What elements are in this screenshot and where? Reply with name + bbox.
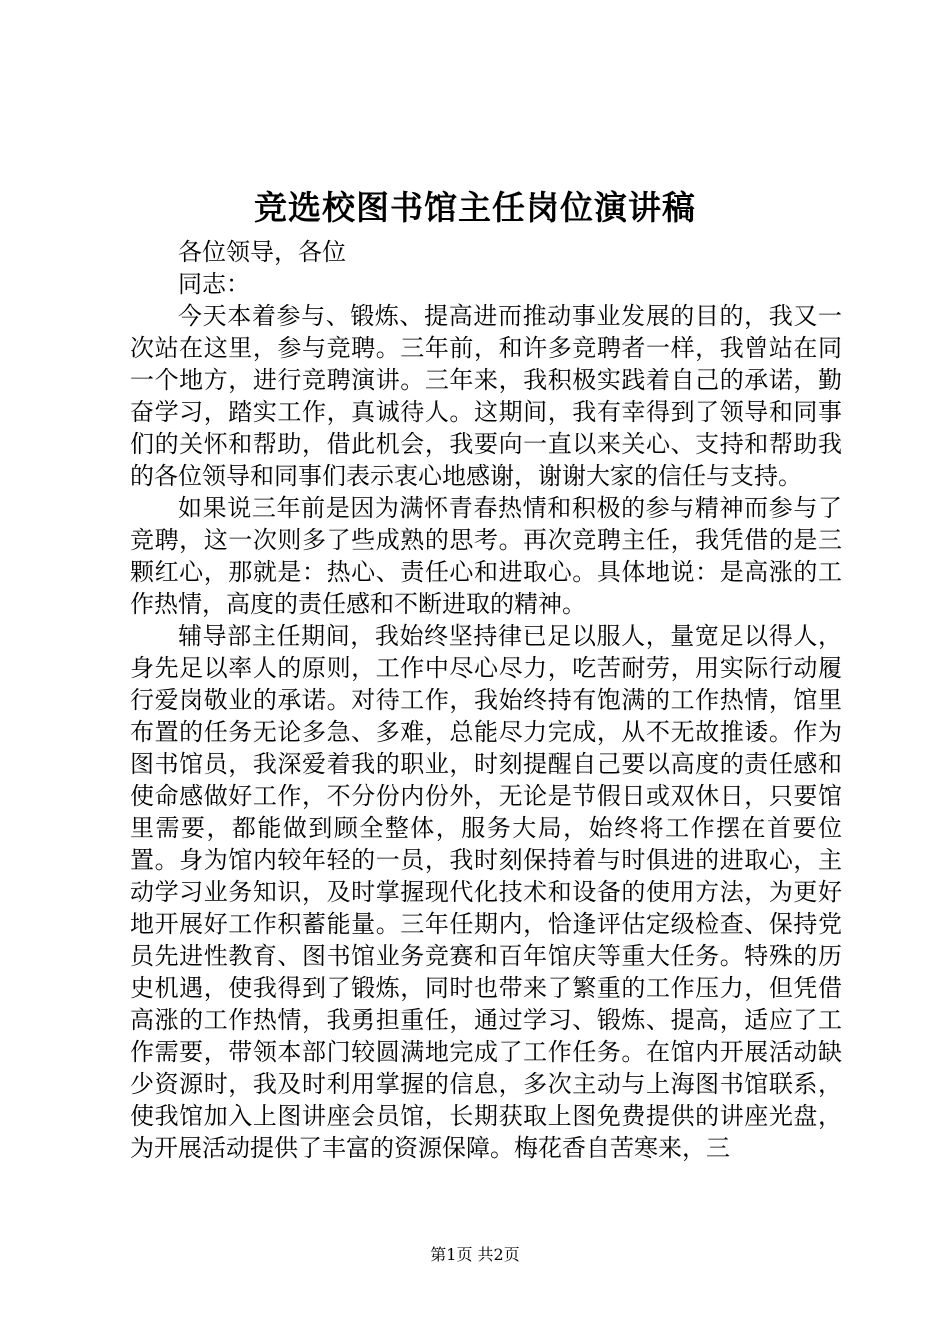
document-title: 竞选校图书馆主任岗位演讲稿 — [254, 188, 696, 227]
salutation-line: 同志： — [178, 270, 250, 298]
body-paragraph: 今天本着参与、锻炼、提高进而推动事业发展的目的，我又一次站在这里，参与竞聘。三年前，和许多竞聘者一样，我曾站在同一个地方，进行竞聘演讲。三年来，我积极实践着自己的承诺，勤奋学习，踏实工作，真诚待人。这期间，我有幸得到了领导和同事们的关怀和帮助，借此机会，我要向一直以来关心、支持和帮助我的各位领导和同事们表示衷心地感谢，谢谢大家的信任与支持。 — [130, 302, 842, 490]
salutation-line: 各位领导，各位 — [178, 238, 346, 266]
body-paragraph: 如果说三年前是因为满怀青春热情和积极的参与精神而参与了竞聘，这一次则多了些成熟的思考。再次竞聘主任，我凭借的是三颗红心，那就是：热心、责任心和进取心。具体地说：是高涨的工作热情，高度的责任感和不断进取的精神。 — [130, 494, 842, 618]
document-body — [130, 236, 842, 1164]
body-paragraph: 辅导部主任期间，我始终坚持律已足以服人，量宽足以得人，身先足以率人的原则，工作中尽心尽力，吃苦耐劳，用实际行动履行爱岗敬业的承诺。对待工作，我始终持有饱满的工作热情，馆里布置的任务无论多急、多难，总能尽力完成，从不无故推诿。作为图书馆员，我深爱着我的职业，时刻提醒自己要以高度的责任感和使命感做好工作，不分份内份外，无论是节假日或双休日，只要馆里需要，都能做到顾全整体，服务大局，始终将工作摆在首要位置。身为馆内较年轻的一员，我时刻保持着与时俱进的进取心，主动学习业务知识，及时掌握现代化技术和设备的使用方法，为更好地开展好工作积蓄能量。三年任期内，恰逢评估定级检查、保持党员先进性教育、图书馆业务竞赛和百年馆庆等重大任务。特殊的历史机遇，使我得到了锻炼，同时也带来了繁重的工作压力，但凭借高涨的工作热情，我勇担重任，通过学习、锻炼、提高，适应了工作需要，带领本部门较圆满地完成了工作任务。在馆内开展活动缺少资源时，我及时利用掌握的信息，多次主动与上海图书馆联系，使我馆加入上图讲座会员馆，长期获取上图免费提供的讲座光盘，为开展活动提供了丰富的资源保障。梅花香自苦寒来，三 — [130, 622, 842, 1162]
page-number-footer: 第1页 共2页 — [430, 1245, 520, 1264]
